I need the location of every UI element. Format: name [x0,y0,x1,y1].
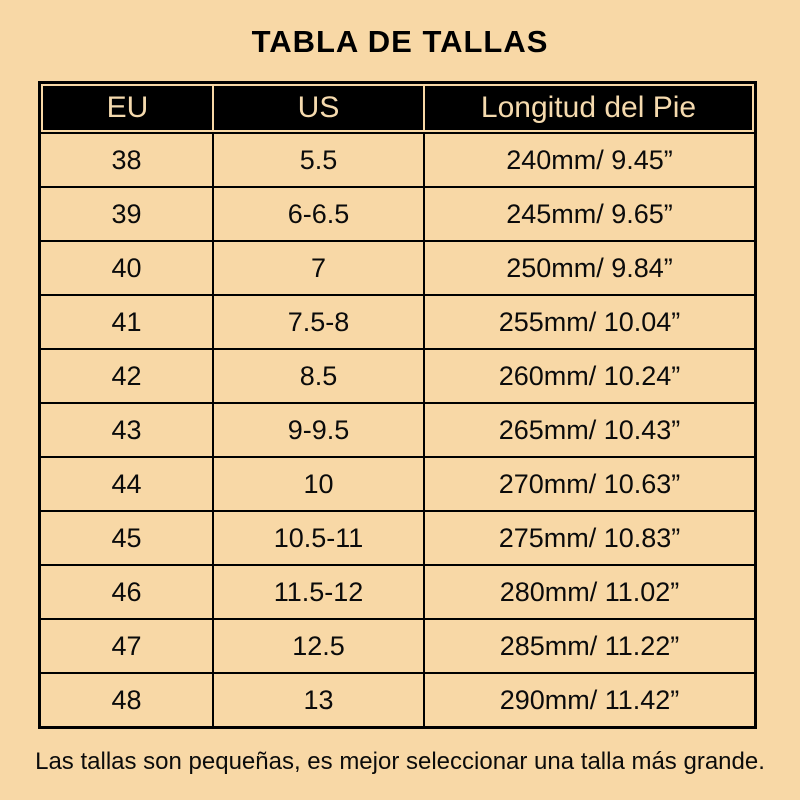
cell-eu: 39 [41,186,212,240]
cell-foot-length: 250mm/ 9.84” [423,240,754,294]
cell-us: 7 [212,240,423,294]
table-body [41,132,754,726]
cell-foot-length: 280mm/ 11.02” [423,564,754,618]
cell-eu: 40 [41,240,212,294]
cell-eu: 48 [41,672,212,726]
cell-us: 7.5-8 [212,294,423,348]
table-row [41,564,754,618]
cell-foot-length: 285mm/ 11.22” [423,618,754,672]
page-title: TABLA DE TALLAS [251,24,549,59]
column-header-eu: EU [41,84,212,132]
table-row [41,456,754,510]
table-row [41,294,754,348]
cell-us: 6-6.5 [212,186,423,240]
column-header-foot-length: Longitud del Pie [423,84,754,132]
cell-eu: 47 [41,618,212,672]
table-row [41,402,754,456]
table-row [41,618,754,672]
cell-us: 8.5 [212,348,423,402]
cell-us: 5.5 [212,132,423,186]
cell-us: 9-9.5 [212,402,423,456]
cell-eu: 41 [41,294,212,348]
cell-foot-length: 265mm/ 10.43” [423,402,754,456]
cell-foot-length: 275mm/ 10.83” [423,510,754,564]
cell-eu: 45 [41,510,212,564]
table-row [41,132,754,186]
cell-us: 12.5 [212,618,423,672]
cell-eu: 42 [41,348,212,402]
table-row [41,186,754,240]
cell-us: 10 [212,456,423,510]
size-chart-table [41,84,754,726]
table-row [41,348,754,402]
cell-us: 10.5-11 [212,510,423,564]
table-row [41,672,754,726]
cell-foot-length: 270mm/ 10.63” [423,456,754,510]
cell-foot-length: 245mm/ 9.65” [423,186,754,240]
size-chart-table-container [38,81,757,729]
cell-us: 13 [212,672,423,726]
cell-foot-length: 240mm/ 9.45” [423,132,754,186]
table-row [41,240,754,294]
cell-foot-length: 290mm/ 11.42” [423,672,754,726]
column-header-us: US [212,84,423,132]
footer-note: Las tallas son pequeñas, es mejor seleccionar una talla más grande. [35,748,765,775]
cell-eu: 44 [41,456,212,510]
cell-eu: 38 [41,132,212,186]
cell-foot-length: 260mm/ 10.24” [423,348,754,402]
cell-us: 11.5-12 [212,564,423,618]
table-row [41,510,754,564]
table-header-row [41,84,754,132]
cell-eu: 43 [41,402,212,456]
cell-eu: 46 [41,564,212,618]
cell-foot-length: 255mm/ 10.04” [423,294,754,348]
